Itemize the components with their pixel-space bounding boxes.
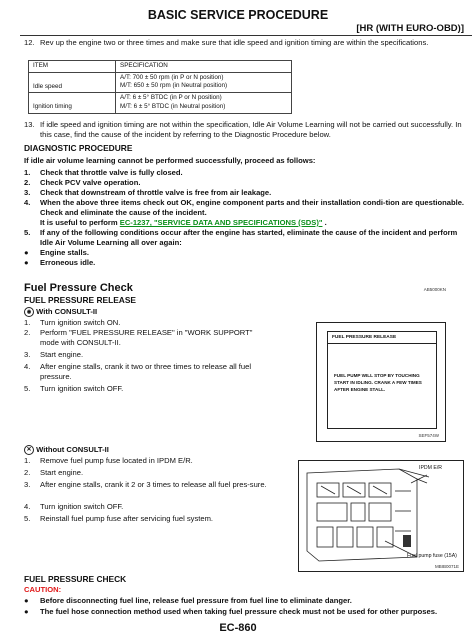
step-number: 1. <box>24 318 31 327</box>
step-number: 5. <box>24 514 31 523</box>
step-text: Start engine. <box>40 350 84 359</box>
consult-screen-figure <box>316 322 446 442</box>
list-item <box>24 384 256 394</box>
no-tool-icon: ✕ <box>24 445 34 455</box>
step-text: Perform "FUEL PRESSURE RELEASE" in "WORK SUPPORT" mode with CONSULT-II. <box>40 328 253 347</box>
figure-code: MBIB0071E <box>434 564 459 569</box>
page-number: EC-860 <box>219 622 257 634</box>
step-text: Reinstall fuel pump fuse after servicing fuel system. <box>40 514 214 523</box>
bullet-text: Before disconnecting fuel line, release fuel pressure from fuel line to eliminate danger. <box>40 596 352 605</box>
list-item <box>24 168 468 178</box>
step-number: 1. <box>24 456 31 465</box>
fuse-label: Fuel pump fuse (15A) <box>407 553 457 559</box>
step-number: 13. <box>24 120 35 129</box>
spec-line: M/T: 650 ± 50 rpm (in Neutral position) <box>120 82 228 90</box>
bullet-text: The fuel hose connection method used when taking fuel pressure check must not be used for other purposes. <box>40 607 438 616</box>
table-cell-item: Ignition timing <box>29 93 116 114</box>
screen-message: FUEL PUMP WILL STOP BY TOUCHING START IN IDLING. CRANK A FEW TIMES AFTER ENGINE STALL. <box>334 373 422 392</box>
diagnostic-heading: DIAGNOSTIC PROCEDURE <box>24 143 133 153</box>
step-text: After engine stalls, crank it 2 or 3 times to release all fuel pres-sure. <box>40 480 267 489</box>
step-number: 5. <box>24 384 31 393</box>
step-number: 3. <box>24 480 31 489</box>
step-12 <box>24 38 464 48</box>
diagnostic-intro: If idle air volume learning cannot be performed successfully, proceed as follows: <box>24 156 316 165</box>
table-cell-spec <box>116 93 292 114</box>
spec-line: A/T: 700 ± 50 rpm (in P or N position) <box>120 73 224 81</box>
step-text: Check that downstream of throttle valve is free from air leakage. <box>40 188 272 197</box>
step-number: 2. <box>24 178 31 187</box>
step-number: 3. <box>24 188 31 197</box>
step-number: 12. <box>24 38 35 47</box>
bullet-icon: ● <box>24 596 29 605</box>
step-number: 1. <box>24 168 31 177</box>
step-text: When the above three items check out OK, engine component parts and their installation condi-tion are questionable. Check and eliminate the cause of the incident. <box>40 198 465 217</box>
diagnostic-steps <box>24 168 468 268</box>
list-item <box>24 198 468 218</box>
caution-label: CAUTION: <box>24 585 62 594</box>
bullet-icon: ● <box>24 258 29 267</box>
link-prefix: It is useful to perform <box>40 218 120 227</box>
table-cell-item: Idle speed <box>29 72 116 93</box>
spec-line: M/T: 6 ± 5° BTDC (in Neutral position) <box>120 102 226 110</box>
page-title: BASIC SERVICE PROCEDURE <box>147 8 329 22</box>
heading-text: Without CONSULT-II <box>36 445 109 454</box>
list-item <box>24 480 294 500</box>
step-number: 3. <box>24 350 31 359</box>
table-cell-spec <box>116 72 292 93</box>
list-item <box>24 514 294 524</box>
step-13 <box>24 120 464 140</box>
list-item <box>24 362 256 382</box>
list-item <box>24 468 294 478</box>
bullet-item <box>24 596 464 606</box>
consult-symbol-icon: ◉ <box>24 307 34 317</box>
fuel-pressure-check-subheading: FUEL PRESSURE CHECK <box>24 574 127 584</box>
list-item <box>24 228 468 248</box>
step-text: If idle speed and ignition timing are not within the specification, Idle Air Volume Learning will not be carried out successfully. In this case, find the cause of the incident by referring to the Diagnostic Procedure below. <box>40 120 462 139</box>
header-rule <box>20 35 472 36</box>
table-header-item: ITEM <box>29 61 116 73</box>
fuel-pressure-release-heading: FUEL PRESSURE RELEASE <box>24 295 136 305</box>
fuse-box-figure <box>298 460 464 572</box>
heading-text: With CONSULT-II <box>36 307 98 316</box>
spec-table <box>28 60 292 114</box>
list-item <box>24 456 294 466</box>
list-item <box>24 502 294 512</box>
step-number: 2. <box>24 328 31 337</box>
no-consult-steps <box>24 456 294 524</box>
step-number: 4. <box>24 502 31 511</box>
list-item <box>40 218 468 228</box>
link-suffix: . <box>322 218 327 227</box>
step-text: Turn ignition switch OFF. <box>40 502 124 511</box>
bullet-icon: ● <box>24 607 29 616</box>
step-number: 2. <box>24 468 31 477</box>
screen-title: FUEL PRESSURE RELEASE <box>328 332 436 344</box>
spec-line: A/T: 6 ± 5° BTDC (in P or N position) <box>120 94 222 102</box>
step-text: Turn ignition switch OFF. <box>40 384 124 393</box>
list-item <box>24 178 468 188</box>
consult-screen <box>327 331 437 429</box>
list-item <box>24 188 468 198</box>
step-text: Remove fuel pump fuse located in IPDM E/R. <box>40 456 193 465</box>
bullet-text: Erroneous idle. <box>40 258 96 267</box>
table-header-spec: SPECIFICATION <box>116 61 292 73</box>
figure-code: SEF574W <box>418 433 439 438</box>
bullet-item <box>24 258 468 268</box>
step-number: 4. <box>24 362 31 371</box>
ipdm-label: IPDM E/R <box>419 465 443 471</box>
without-consult-heading <box>24 445 109 455</box>
table-row <box>29 93 292 114</box>
list-item <box>24 350 256 360</box>
bullet-text: Engine stalls. <box>40 248 89 257</box>
list-item <box>24 328 256 348</box>
step-text: After engine stalls, crank it two or three times to release all fuel pressure. <box>40 362 252 381</box>
sds-link[interactable]: EC-1237, "SERVICE DATA AND SPECIFICATIONS (SDS)" <box>119 218 323 227</box>
bullet-icon: ● <box>24 248 29 257</box>
page-subtitle: [HR (WITH EURO-OBD)] <box>356 23 464 34</box>
caution-bullets <box>24 596 464 617</box>
table-row <box>29 72 292 93</box>
list-item <box>24 318 256 328</box>
step-text: Check that throttle valve is fully closed. <box>40 168 183 177</box>
step-number: 5. <box>24 228 31 237</box>
table-header-row <box>29 61 292 73</box>
section-code: AB5000KN <box>423 287 446 292</box>
step-text: Rev up the engine two or three times and make sure that idle speed and ignition timing are within the specifications. <box>40 38 429 47</box>
step-text: Turn ignition switch ON. <box>40 318 121 327</box>
with-consult-heading <box>24 307 97 317</box>
step-number: 4. <box>24 198 31 207</box>
step-text: Check PCV valve operation. <box>40 178 141 187</box>
consult-steps <box>24 318 256 394</box>
bullet-item <box>24 607 464 617</box>
bullet-item <box>24 248 468 258</box>
fuel-pressure-check-heading: Fuel Pressure Check <box>24 282 133 294</box>
step-text: If any of the following conditions occur after the engine has started, eliminate the cause of the incident and perform Idle Air Volume Learning all over again: <box>40 228 458 247</box>
step-text: Start engine. <box>40 468 84 477</box>
